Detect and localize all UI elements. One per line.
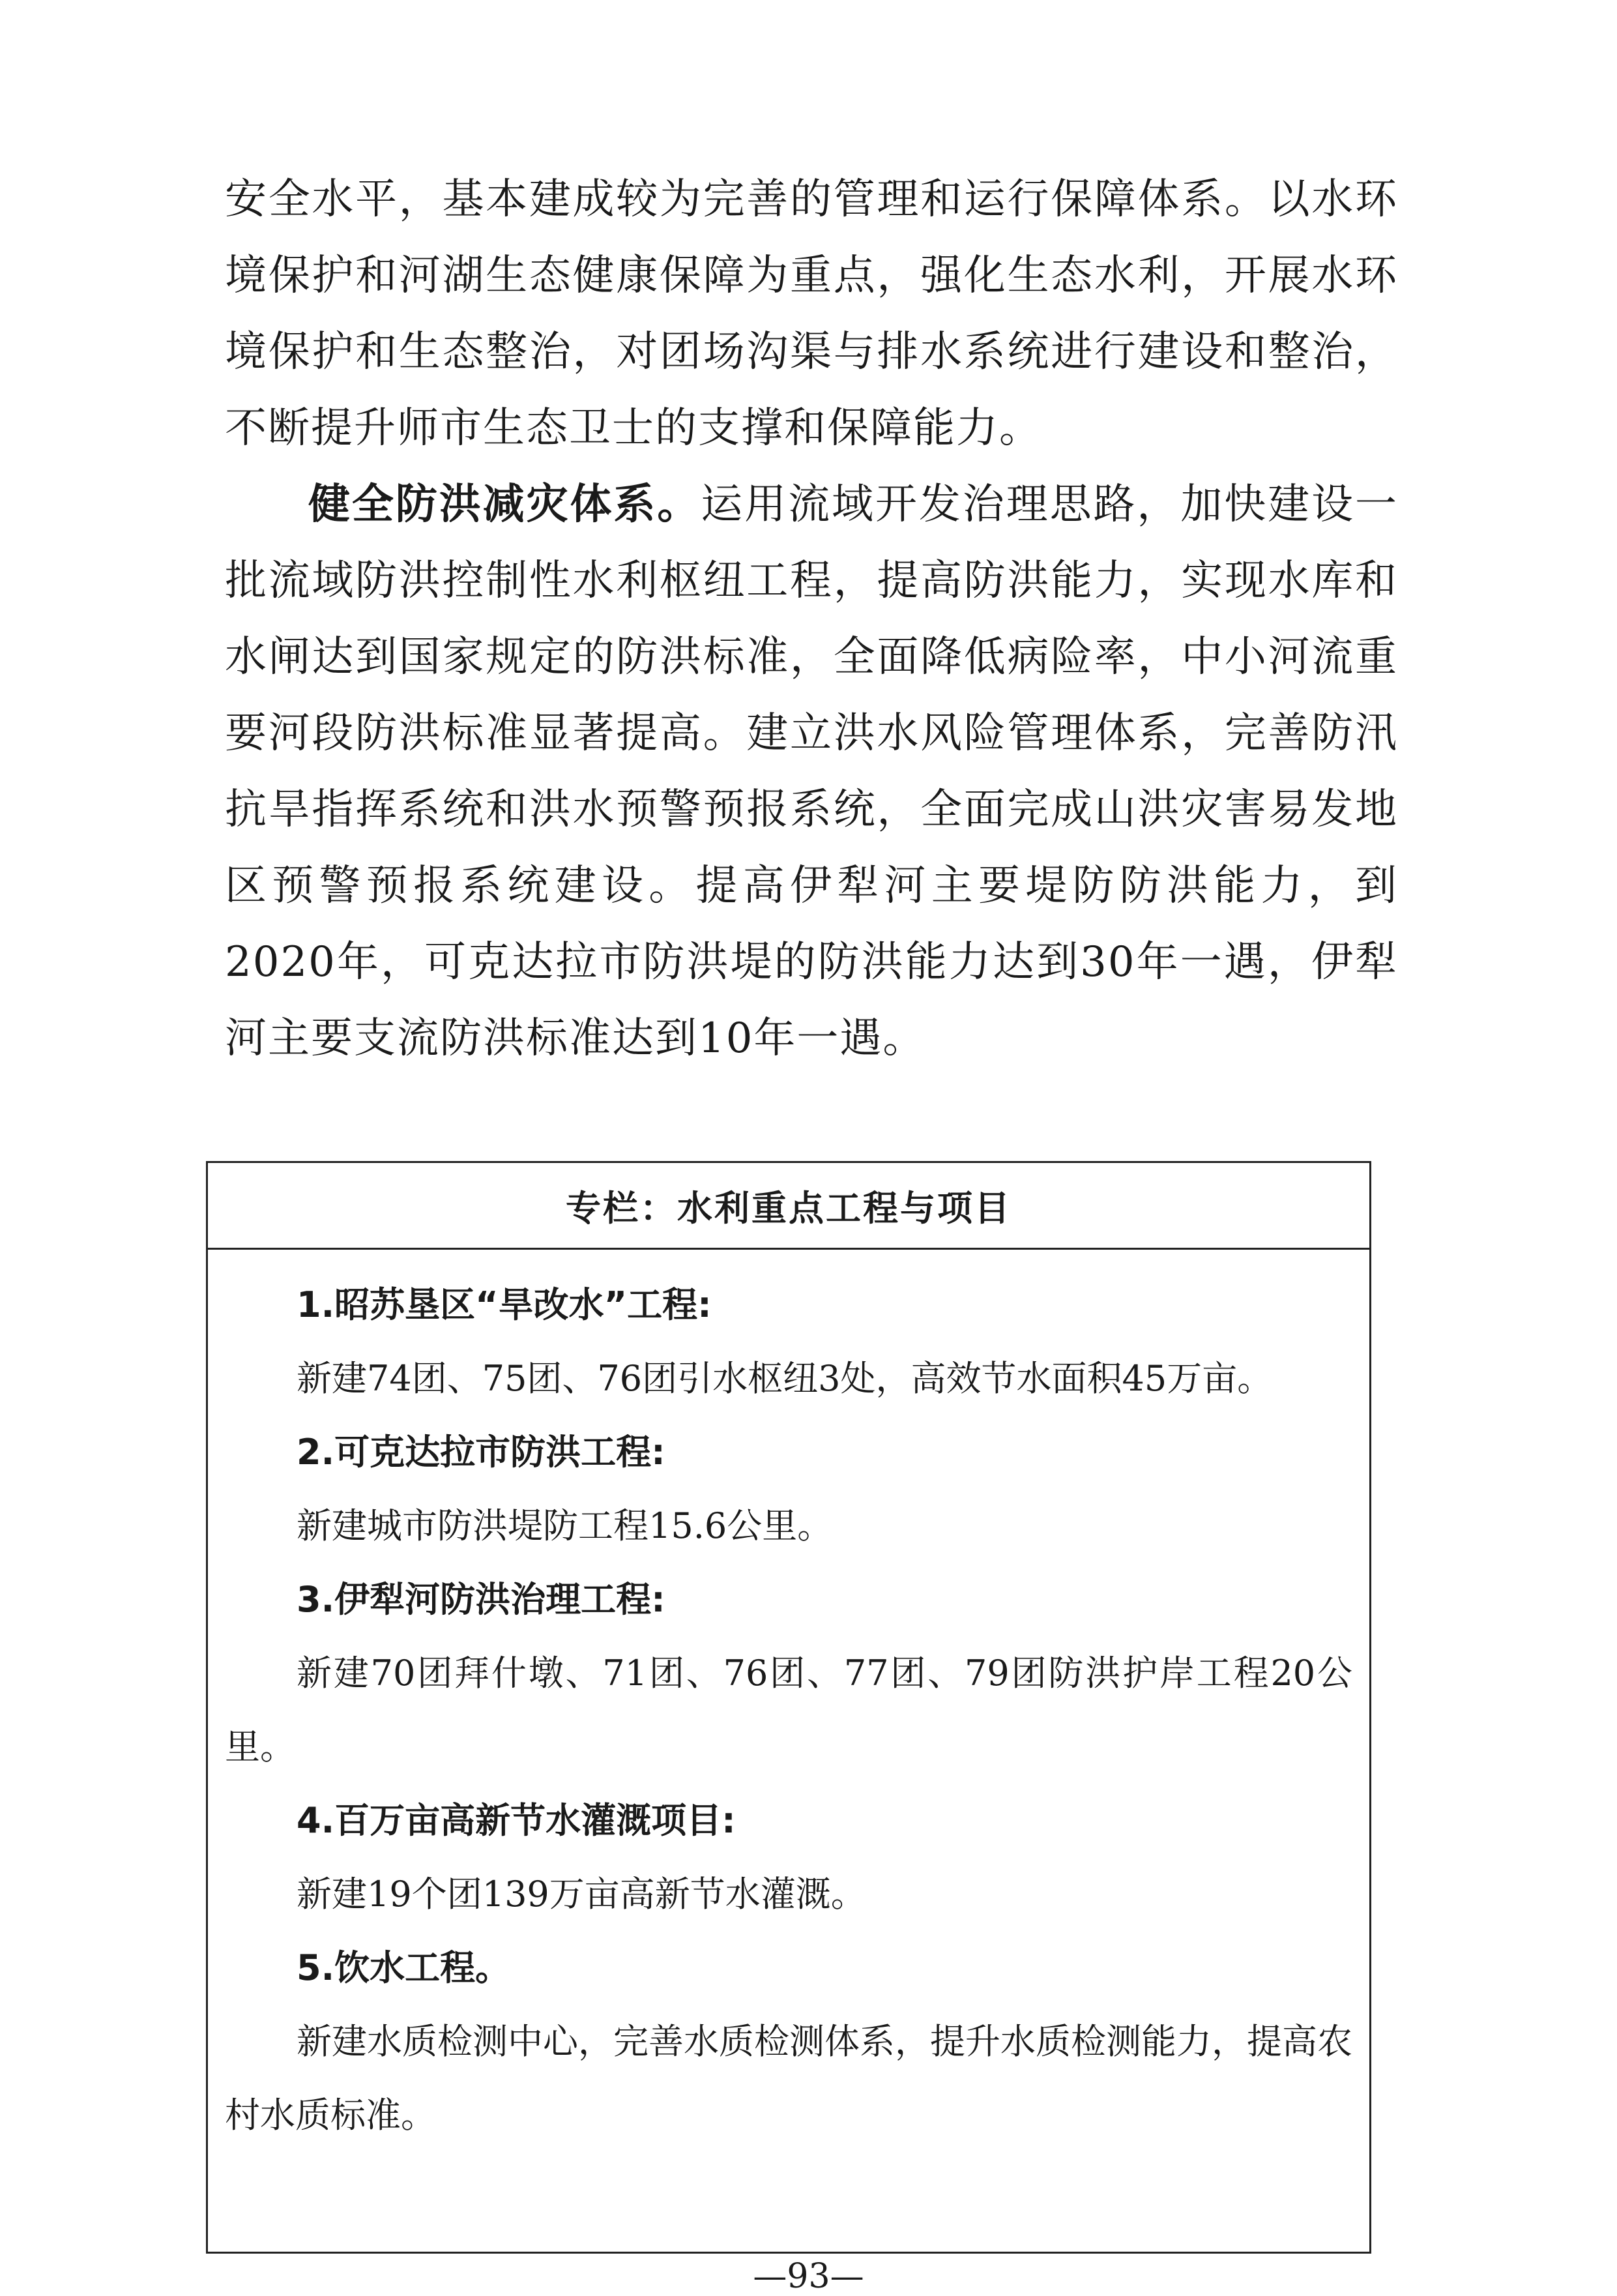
item-title: 3.伊犁河防洪治理工程: — [297, 1579, 665, 1620]
column-box-content — [208, 1250, 1369, 2152]
item-text: 新建70团拜什墩、71团、76团、77团、79团防洪护岸工程20公里。 — [225, 1653, 1352, 1767]
item-text: 新建74团、75团、76团引水枢纽3处，高效节水面积45万亩。 — [297, 1358, 1273, 1399]
column-box-title: 专栏：水利重点工程与项目 — [208, 1163, 1369, 1250]
item-text: 新建城市防洪堤防工程15.6公里。 — [297, 1505, 833, 1546]
paragraph-body: 运用流域开发治理思路，加快建设一批流域防洪控制性水利枢纽工程，提高防洪能力，实现水库和水闸达到国家规定的防洪标准，全面降低病险率，中小河流重要河段防洪标准显著提高。建立洪水风险管理体系，完善防汛抗旱指挥系统和洪水预警预报系统，全面完成山洪灾害易发地区预警预报系统建设。提高伊犁河主要堤防防洪能力，到2020年，可克达拉市防洪堤的防洪能力达到30年一遇，伊犁河主要支流防洪标准达到10年一遇。 — [225, 480, 1398, 1063]
paragraph-flood-control — [225, 467, 1398, 1077]
item-title: 1.昭苏垦区“旱改水”工程: — [297, 1284, 712, 1325]
item-title: 5.饮水工程。 — [297, 1947, 511, 1988]
item-title: 4.百万亩高新节水灌溉项目: — [297, 1800, 736, 1841]
item-title: 2.可克达拉市防洪工程: — [297, 1432, 665, 1473]
paragraph-continued: 安全水平，基本建成较为完善的管理和运行保障体系。以水环境保护和河湖生态健康保障为重点，强化生态水利，开展水环境保护和生态整治，对团场沟渠与排水系统进行建设和整治，不断提升师市生态卫士的支撑和保障能力。 — [225, 175, 1398, 452]
paragraph-lead-heading: 健全防洪减灾体系。 — [308, 480, 701, 529]
column-box — [206, 1161, 1371, 2254]
page-number: —93— — [753, 2257, 864, 2296]
item-text: 新建水质检测中心，完善水质检测体系，提升水质检测能力，提高农村水质标准。 — [225, 2021, 1352, 2136]
item-text: 新建19个团139万亩高新节水灌溉。 — [297, 1874, 866, 1915]
body-text — [225, 162, 1398, 1077]
